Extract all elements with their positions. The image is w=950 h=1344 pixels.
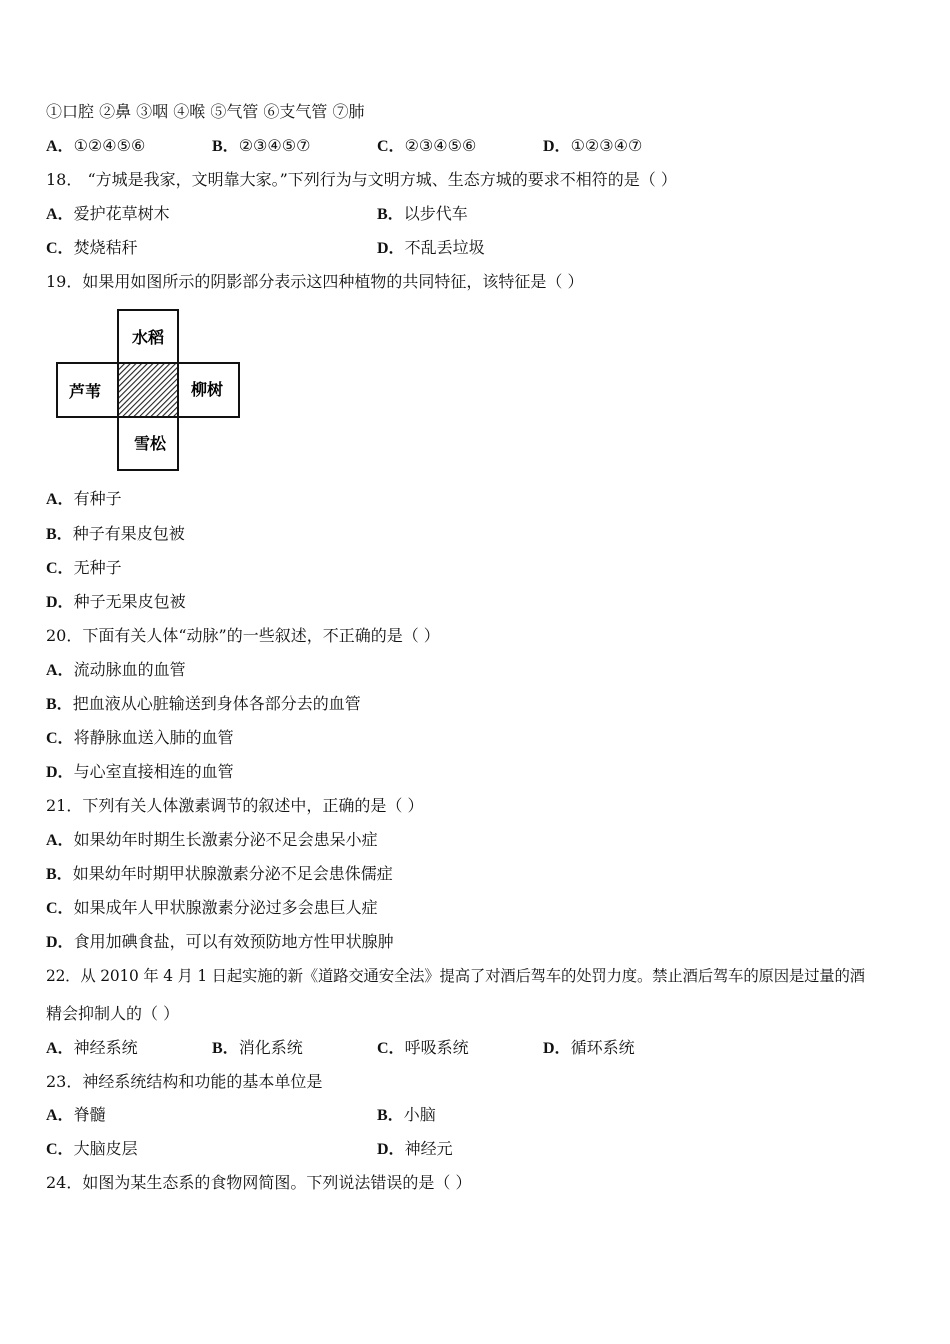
q20-option-b: B．把血液从心脏输送到身体各部分去的血管 bbox=[46, 694, 361, 713]
q23-stem: 23．神经系统结构和功能的基本单位是 bbox=[46, 1072, 323, 1091]
q21-option-a: A．如果幼年时期生长激素分泌不足会患呆小症 bbox=[46, 830, 378, 849]
q22-option-c: C．呼吸系统 bbox=[377, 1038, 469, 1057]
q17-option-d: D．①②③④⑦ bbox=[543, 136, 643, 155]
shaded-common-area bbox=[118, 363, 178, 417]
q22-stem-line1: 22．从 2010 年 4 月 1 日起实施的新《道路交通安全法》提高了对酒后驾车的处罚力度。禁止酒后驾车的原因是过量的酒 bbox=[46, 967, 865, 985]
q21-stem: 21．下列有关人体激素调节的叙述中，正确的是（ ） bbox=[46, 796, 424, 815]
q22-option-b: B．消化系统 bbox=[212, 1038, 303, 1057]
q17-option-b: B．②③④⑤⑦ bbox=[212, 136, 311, 155]
q22-stem-line2: 精会抑制人的（ ） bbox=[46, 1004, 180, 1023]
label-willow: 柳树 bbox=[190, 380, 224, 399]
q23-option-b: B．小脑 bbox=[377, 1105, 436, 1124]
q19-option-a: A．有种子 bbox=[46, 489, 122, 508]
q19-option-c: C．无种子 bbox=[46, 558, 122, 577]
q21-option-d: D．食用加碘食盐，可以有效预防地方性甲状腺肿 bbox=[46, 932, 394, 951]
q17-items: ①口腔 ②鼻 ③咽 ④喉 ⑤气管 ⑥支气管 ⑦肺 bbox=[46, 102, 365, 121]
q21-option-c: C．如果成年人甲状腺激素分泌过多会患巨人症 bbox=[46, 898, 378, 917]
q17-option-c: C．②③④⑤⑥ bbox=[377, 136, 477, 155]
q19-option-d: D．种子无果皮包被 bbox=[46, 592, 186, 611]
q20-option-d: D．与心室直接相连的血管 bbox=[46, 762, 234, 781]
q20-option-c: C．将静脉血送入肺的血管 bbox=[46, 728, 234, 747]
q18-option-c: C．焚烧秸秆 bbox=[46, 238, 138, 257]
q18-stem: 18． “方城是我家，文明靠大家。”下列行为与文明方城、生态方城的要求不相符的是（ ） bbox=[46, 170, 677, 189]
q19-option-b: B．种子有果皮包被 bbox=[46, 524, 185, 543]
label-cedar: 雪松 bbox=[133, 434, 167, 453]
q17-option-a: A．①②④⑤⑥ bbox=[46, 136, 146, 155]
q23-option-a: A．脊髓 bbox=[46, 1105, 106, 1124]
q20-option-a: A．流动脉血的血管 bbox=[46, 660, 186, 679]
q22-option-a: A．神经系统 bbox=[46, 1038, 138, 1057]
q22-option-d: D．循环系统 bbox=[543, 1038, 635, 1057]
q23-option-d: D．神经元 bbox=[377, 1139, 453, 1158]
plant-cross-diagram bbox=[55, 308, 241, 472]
q18-option-a: A．爱护花草树木 bbox=[46, 204, 170, 223]
label-reed: 芦苇 bbox=[68, 382, 102, 401]
q19-stem: 19．如果用如图所示的阴影部分表示这四种植物的共同特征，该特征是（ ） bbox=[46, 272, 584, 291]
q20-stem: 20．下面有关人体“动脉”的一些叙述，不正确的是（ ） bbox=[46, 626, 440, 645]
q23-option-c: C．大脑皮层 bbox=[46, 1139, 138, 1158]
q24-stem: 24．如图为某生态系的食物网简图。下列说法错误的是（ ） bbox=[46, 1173, 472, 1192]
q21-option-b: B．如果幼年时期甲状腺激素分泌不足会患侏儒症 bbox=[46, 864, 393, 883]
q18-option-d: D．不乱丢垃圾 bbox=[377, 238, 485, 257]
q18-option-b: B．以步代车 bbox=[377, 204, 468, 223]
label-rice: 水稻 bbox=[131, 328, 165, 347]
